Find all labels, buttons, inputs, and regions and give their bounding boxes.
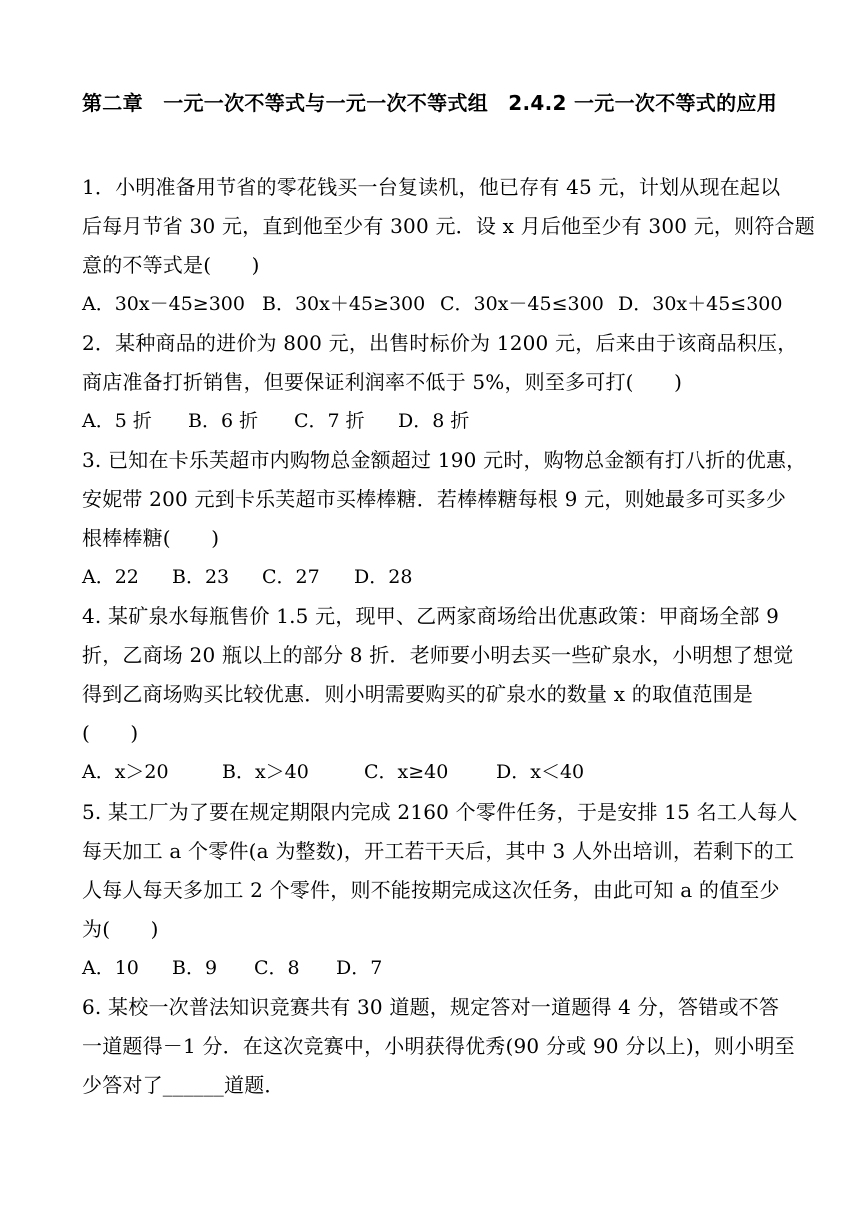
question-6-line-1: 6. 某校一次普法知识竞赛共有 30 道题，规定答对一道题得 4 分，答错或不答 — [82, 995, 780, 1019]
question-3-line-3: 根棒棒糖( ) — [82, 526, 220, 550]
section-title: 第二章 一元一次不等式与一元一次不等式组 2.4.2 一元一次不等式的应用 — [82, 91, 778, 115]
question-1-line-1: 1．小明准备用节省的零花钱买一台复读机，他已存有 45 元，计划从现在起以 — [82, 175, 781, 199]
option-a: A．x＞20 — [82, 761, 169, 783]
question-3-options — [82, 562, 782, 592]
option-a: A．10 — [82, 957, 139, 979]
option-a: A．5 折 — [82, 410, 152, 432]
option-c: C．7 折 — [294, 410, 365, 432]
question-3-line-1: 3. 已知在卡乐芙超市内购物总金额超过 190 元时，购物总金额有打八折的优惠， — [82, 448, 807, 472]
option-a: A．22 — [82, 566, 139, 588]
option-c: C．27 — [262, 566, 320, 588]
question-4-line-4: ( ) — [82, 721, 139, 745]
question-6-line-2: 一道题得－1 分．在这次竞赛中，小明获得优秀(90 分或 90 分以上)，则小明至 — [82, 1034, 795, 1058]
question-6-line-3: 少答对了______道题． — [82, 1073, 285, 1097]
question-4-line-1: 4. 某矿泉水每瓶售价 1.5 元，现甲、乙两家商场给出优惠政策：甲商场全部 9 — [82, 604, 780, 628]
question-5-options — [82, 953, 782, 983]
option-b: B．23 — [172, 566, 230, 588]
question-2-line-2: 商店准备打折销售，但要保证利润率不低于 5%，则至多可打( ) — [82, 370, 683, 394]
question-4-options — [82, 757, 782, 787]
question-5-line-4: 为( ) — [82, 917, 159, 941]
option-d: D．8 折 — [398, 410, 470, 432]
option-c: C．8 — [254, 957, 300, 979]
question-1-line-2: 后每月节省 30 元，直到他至少有 300 元．设 x 月后他至少有 300 元，则符合题 — [82, 214, 815, 238]
question-2-options — [82, 406, 782, 436]
option-b: B．30x＋45≥300 — [262, 293, 426, 315]
option-d: D．30x＋45≤300 — [618, 293, 783, 315]
question-3-line-2: 安妮带 200 元到卡乐芙超市买棒棒糖．若棒棒糖每根 9 元，则她最多可买多少 — [82, 487, 787, 511]
option-d: D．28 — [354, 566, 413, 588]
question-1-line-3: 意的不等式是( ) — [82, 253, 260, 277]
option-d: D．x＜40 — [496, 761, 585, 783]
option-c: C．30x－45≤300 — [440, 293, 604, 315]
option-c: C．x≥40 — [364, 761, 449, 783]
option-a: A．30x－45≥300 — [82, 293, 245, 315]
option-d: D．7 — [336, 957, 383, 979]
question-5-line-2: 每天加工 a 个零件(a 为整数)，开工若干天后，其中 3 人外出培训，若剩下的工 — [82, 839, 795, 863]
question-5-line-3: 人每人每天多加工 2 个零件，则不能按期完成这次任务，由此可知 a 的值至少 — [82, 878, 780, 902]
question-1-options — [82, 289, 782, 319]
question-5-line-1: 5. 某工厂为了要在规定期限内完成 2160 个零件任务，于是安排 15 名工人每人 — [82, 800, 798, 824]
question-2-line-1: 2．某种商品的进价为 800 元，出售时标价为 1200 元，后来由于该商品积压， — [82, 331, 798, 355]
question-4-line-3: 得到乙商场购买比较优惠．则小明需要购买的矿泉水的数量 x 的取值范围是 — [82, 682, 753, 706]
option-b: B．9 — [172, 957, 218, 979]
option-b: B．x＞40 — [222, 761, 309, 783]
option-b: B．6 折 — [188, 410, 259, 432]
question-4-line-2: 折，乙商场 20 瓶以上的部分 8 折．老师要小明去买一些矿泉水，小明想了想觉 — [82, 643, 794, 667]
